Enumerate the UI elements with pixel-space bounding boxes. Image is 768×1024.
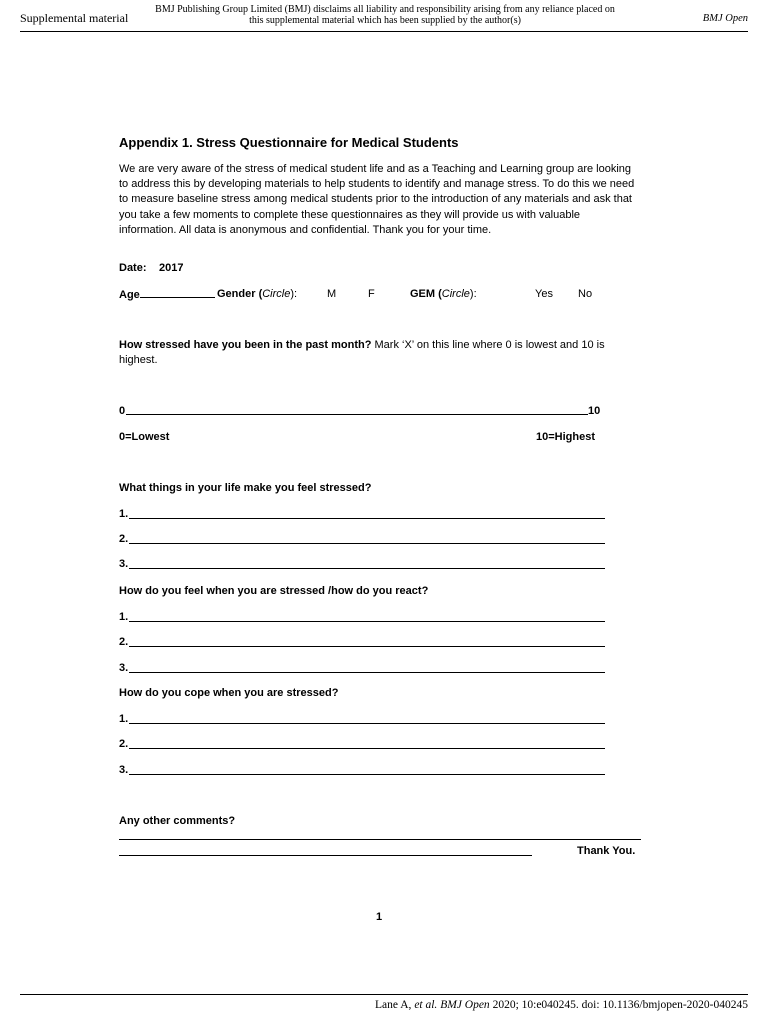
scale-max-label: 10=Highest [536, 431, 595, 443]
section-question: What things in your life make you feel stressed? [119, 482, 372, 494]
age-label: Age [119, 289, 140, 301]
answer-label: 1. [119, 508, 129, 520]
comments-line-1[interactable] [119, 830, 641, 840]
gender-label: Gender (Circle): [217, 288, 298, 300]
answer-line[interactable] [129, 764, 605, 775]
section-question: How do you feel when you are stressed /how do you react? [119, 585, 429, 597]
comments-line-2[interactable] [119, 846, 532, 856]
answer-line[interactable] [129, 508, 605, 519]
page-title: Appendix 1. Stress Questionnaire for Medical Students [119, 135, 459, 150]
answer-line[interactable] [129, 662, 605, 673]
answer-label: 3. [119, 662, 129, 674]
gender-option-m[interactable]: M [327, 288, 337, 300]
gem-option-no[interactable]: No [578, 288, 593, 300]
stress-scale-question: How stressed have you been in the past month? Mark ‘X’ on this line where 0 is lowest and 10 is [119, 339, 605, 351]
scale-min: 0 [119, 405, 126, 417]
scale-max: 10 [588, 405, 601, 417]
comments-label: Any other comments? [119, 815, 236, 827]
header-supplemental-label: Supplemental material [20, 11, 129, 25]
answer-label: 2. [119, 636, 129, 648]
date-value: 2017 [159, 262, 184, 274]
age-blank-line[interactable] [140, 288, 215, 298]
gem-option-yes[interactable]: Yes [535, 288, 553, 300]
intro-paragraph: We are very aware of the stress of medical student life and as a Teaching and Learning group are looking to address this by developing materials to help students to identify and manage stress. To do this we need to measure baseline stress among medical students prior to the introduction of any materials and ask that you take a few moments to complete these questionnaires as they will provide us with valuable information. All data is anonymous and confidential. Thank you for your time. [119, 163, 635, 236]
footer-citation: Lane A, et al. BMJ Open 2020; 10:e040245. doi: 10.1136/bmjopen-2020-040245 [375, 999, 748, 1011]
stress-scale-line[interactable] [126, 405, 588, 415]
scale-min-label: 0=Lowest [119, 431, 170, 443]
answer-line[interactable] [129, 713, 605, 724]
answer-label: 1. [119, 713, 129, 725]
answer-label: 2. [119, 738, 129, 750]
answer-line[interactable] [129, 533, 605, 544]
footer-divider [20, 994, 748, 995]
answer-label: 2. [119, 533, 129, 545]
stress-scale-question-line2: highest. [119, 354, 158, 366]
page-number: 1 [376, 911, 383, 923]
answer-line[interactable] [129, 738, 605, 749]
date-label: Date: [119, 262, 147, 274]
answer-label: 3. [119, 764, 129, 776]
section-question: How do you cope when you are stressed? [119, 687, 339, 699]
thank-you-text: Thank You. [577, 845, 636, 857]
header-divider [20, 31, 748, 32]
gem-label: GEM (Circle): [410, 288, 477, 300]
answer-label: 3. [119, 558, 129, 570]
header-disclaimer: BMJ Publishing Group Limited (BMJ) disclaims all liability and responsibility arising from any reliance placed on this supplemental material which has been supplied by the author(s) [155, 4, 615, 26]
header-journal-name: BMJ Open [702, 13, 748, 24]
answer-label: 1. [119, 611, 129, 623]
age-field[interactable] [119, 288, 215, 301]
answer-line[interactable] [129, 611, 605, 622]
gender-option-f[interactable]: F [368, 288, 375, 300]
answer-line[interactable] [129, 636, 605, 647]
answer-line[interactable] [129, 558, 605, 569]
